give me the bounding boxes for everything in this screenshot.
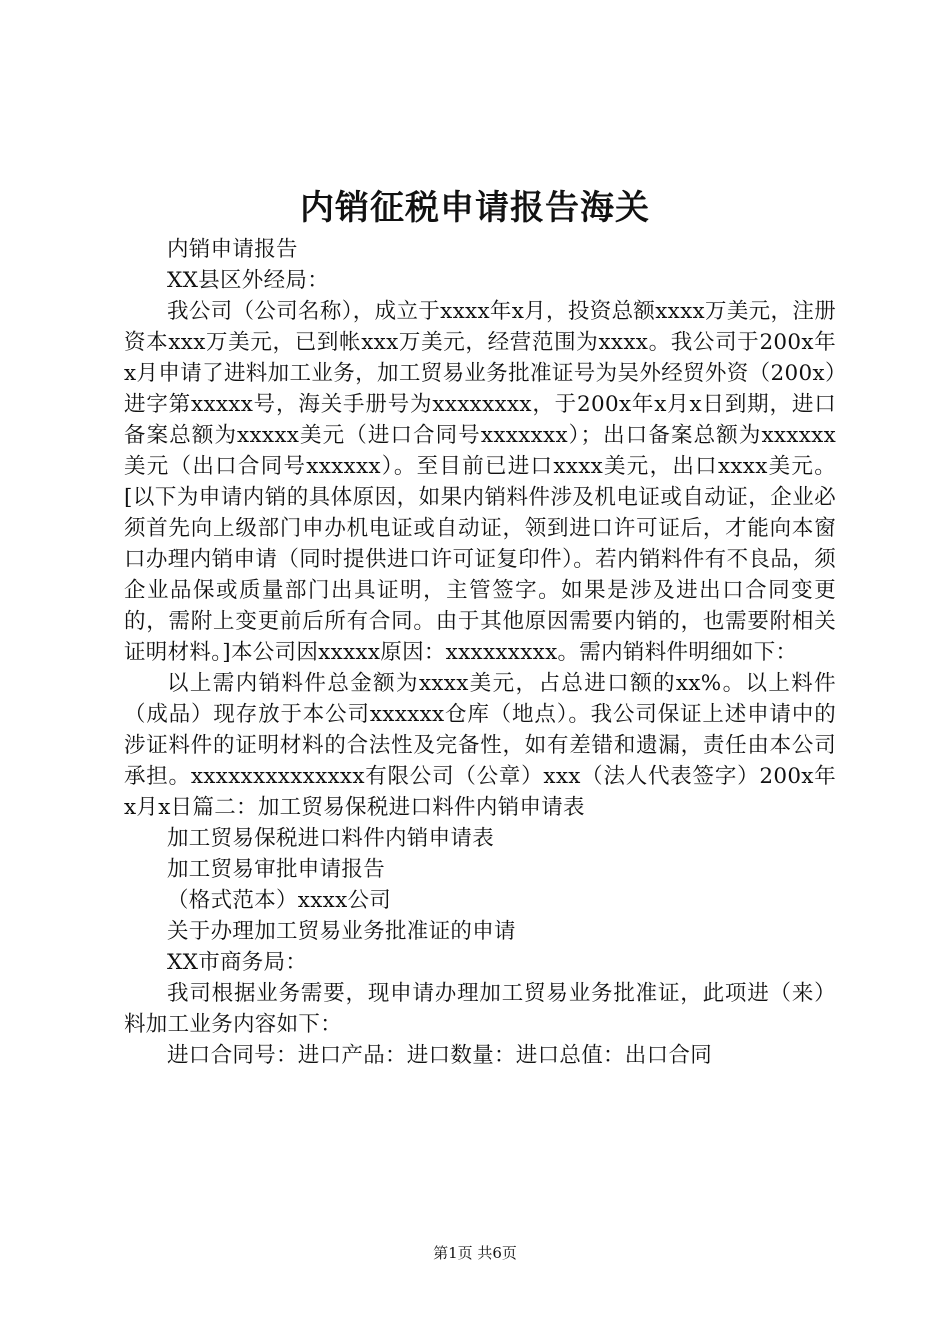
- paragraph-report-title: 加工贸易审批申请报告: [167, 857, 386, 882]
- paragraph-contract-fields: 进口合同号：进口产品：进口数量：进口总值：出口合同: [167, 1043, 713, 1068]
- paragraph-amount-statement: 以上需内销料件总金额为xxxx美元，占总进口额的xx%。以上料件（成品）现存放于本公司xxxxxx仓库（地点）。我公司保证上述申请中的涉证料件的证明材料的合法性及完备性，如有差错和遗漏，责任由本公司承担。xxxxxxxxxxxxxx有限公司（公章）xxx（法人代表签字）200x年x月x日篇二：加工贸易保税进口料件内销申请表: [124, 671, 836, 820]
- paragraph-application-subject: 关于办理加工贸易业务批准证的申请: [167, 919, 516, 944]
- paragraph-application-body: 我司根据业务需要，现申请办理加工贸易业务批准证，此项进（来）料加工业务内容如下：: [124, 981, 836, 1037]
- paragraph-addressee-2: XX市商务局：: [167, 950, 308, 975]
- page-footer: 第1页 共6页: [433, 1244, 517, 1262]
- paragraph-heading: 内销申请报告: [167, 237, 298, 262]
- paragraph-template-note: （格式范本）xxxx公司: [167, 888, 392, 913]
- paragraph-company-intro: 我公司（公司名称），成立于xxxx年x月，投资总额xxxx万美元，注册资本xxx万美元，已到帐xxx万美元，经营范围为xxxx。我公司于200x年x月申请了进料加工业务，加工贸易业务批准证号为吴外经贸外资（200x）进字第xxxxx号，海关手册号为xxxxxxxx，于200x年x月x日到期，进口备案总额为xxxxx美元（进口合同号xxxxxxx）；出口备案总额为xxxxxx美元（出口合同号xxxxxx）。至目前已进口xxxx美元，出口xxxx美元。[以下为申请内销的具体原因，如果内销料件涉及机电证或自动证，企业必须首先向上级部门申办机电证或自动证，领到进口许可证后，才能向本窗口办理内销申请（同时提供进口许可证复印件）。若内销料件有不良品，须企业品保或质量部门出具证明，主管签字。如果是涉及进出口合同变更的，需附上变更前后所有合同。由于其他原因需要内销的，也需要附相关证明材料。]本公司因xxxxx原因：xxxxxxxxx。需内销料件明细如下：: [124, 299, 836, 665]
- document-title: 内销征税申请报告海关: [300, 188, 650, 228]
- document-body: [124, 234, 836, 1071]
- paragraph-addressee: XX县区外经局：: [167, 268, 330, 293]
- paragraph-form-title: 加工贸易保税进口料件内销申请表: [167, 826, 495, 851]
